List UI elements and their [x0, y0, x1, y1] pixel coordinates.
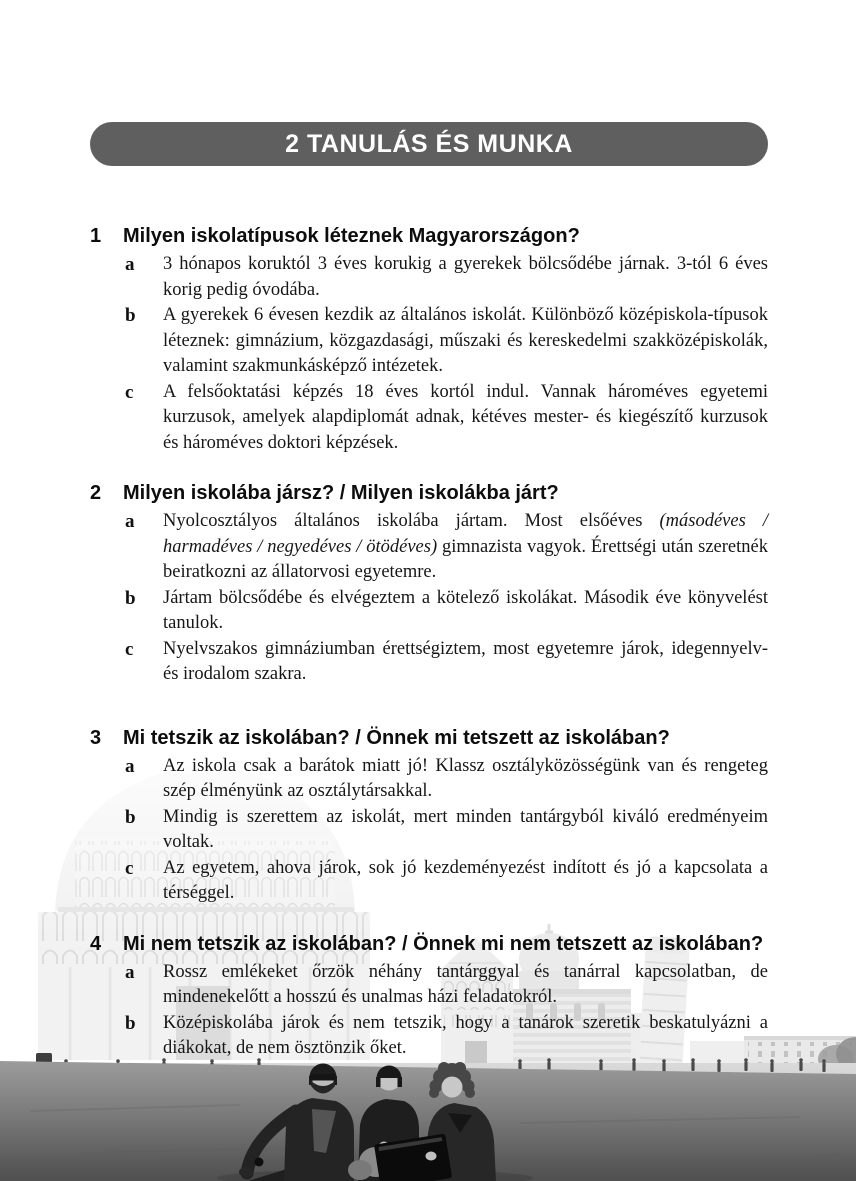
answer-letter: a	[125, 755, 135, 777]
question-section-1	[90, 223, 768, 456]
answer-text: Jártam bölcsődébe és elvégeztem a kötelező iskolákat. Második éve könyvelést tanulok.	[163, 587, 768, 633]
question-title: Mi tetszik az iskolában? / Önnek mi tetszett az iskolában?	[123, 726, 670, 749]
question-heading	[90, 480, 768, 506]
question-number: 4	[90, 932, 102, 955]
questions-list	[90, 223, 768, 1062]
answer-item	[90, 637, 768, 688]
answer-text: A felsőoktatási képzés 18 éves kortól indul. Vannak hároméves egyetemi kurzusok, amelyek alapdiplomát adnak, kétéves mester- és kiegészítő kurzusok és hároméves doktori képzések.	[163, 381, 768, 453]
question-section-3	[90, 725, 768, 907]
answer-text-segment-italic: (másodéves / harmadéves / negyedéves / ötödéves)	[163, 511, 768, 557]
answer-letter: a	[125, 254, 135, 275]
answer-item	[90, 856, 768, 907]
answer-text-segment: Nyolcosztályos általános iskolába jártam. Most elsőéves	[163, 511, 660, 531]
answer-item	[90, 960, 768, 1011]
question-section-2	[90, 480, 768, 688]
question-title: Mi nem tetszik az iskolában? / Önnek mi nem tetszett az iskolában?	[123, 932, 764, 955]
question-title: Milyen iskolába jársz? / Milyen iskolákba járt?	[123, 482, 559, 504]
answer-text: Mindig is szerettem az iskolát, mert minden tantárgyból kiváló eredményeim voltak.	[163, 806, 768, 852]
answer-letter: b	[125, 587, 136, 609]
answer-text: A gyerekek 6 évesen kezdik az általános iskolát. Különböző középiskola-típusok léteznek: gimnázium, közgazdasági, műszaki és kereskedelmi szakközépiskolák, valamint szakmunkásképző intézetek.	[163, 305, 768, 376]
answer-text-segment: gimnazista vagyok. Érettségi után szeretnék beiratkozni az állatorvosi egyetemre.	[163, 536, 768, 582]
answer-text: Az egyetem, ahova járok, sok jó kezdeményezést indított és jó a kapcsolata a térséggel.	[163, 857, 768, 903]
question-heading	[90, 725, 768, 751]
answer-letter: a	[125, 961, 135, 983]
answer-item	[90, 303, 768, 380]
answer-letter: a	[125, 511, 135, 532]
answer-item	[90, 805, 768, 856]
chapter-title: 2 TANULÁS ÉS MUNKA	[285, 129, 573, 158]
chapter-banner	[90, 122, 768, 166]
answer-text: 3 hónapos koruktól 3 éves korukig a gyerekek bölcsődébe járnak. 3-tól 6 éves korig pedig óvodába.	[163, 254, 768, 300]
answer-text: Középiskolába járok és nem tetszik, hogy a tanárok szeretik beskatulyázni a diákokat, de nem ösztönzik őket.	[163, 1012, 768, 1058]
answer-letter: b	[125, 305, 136, 326]
question-number: 2	[90, 482, 102, 504]
answer-text: Nyelvszakos gimnáziumban érettségiztem, most egyetemre járok, idegennyelv- és irodalom szakra.	[163, 638, 768, 684]
question-number: 1	[90, 225, 102, 247]
answer-item	[90, 380, 768, 457]
question-heading	[90, 931, 768, 957]
answer-text: Rossz emlékeket őrzök néhány tantárggyal és tanárral kapcsolatban, de mindenekelőtt a hosszú és unalmas házi feladatokról.	[163, 961, 768, 1007]
question-title: Milyen iskolatípusok léteznek Magyarországon?	[123, 225, 580, 247]
answer-letter: c	[125, 381, 134, 403]
question-section-4	[90, 931, 768, 1062]
answer-item	[90, 509, 768, 586]
answer-item	[90, 252, 768, 303]
answer-letter: c	[125, 638, 134, 660]
answer-item	[90, 1011, 768, 1062]
answer-letter: b	[125, 806, 136, 828]
question-heading	[90, 223, 768, 249]
answer-item	[90, 586, 768, 637]
answer-text: Az iskola csak a barátok miatt jó! Klassz osztályközösségünk van és rengeteg szép élményünk az osztálytársakkal.	[163, 755, 768, 801]
answer-item	[90, 754, 768, 805]
question-number: 3	[90, 726, 102, 749]
answer-text	[163, 509, 768, 586]
answer-letter: c	[125, 857, 134, 879]
answer-letter: b	[125, 1012, 136, 1034]
